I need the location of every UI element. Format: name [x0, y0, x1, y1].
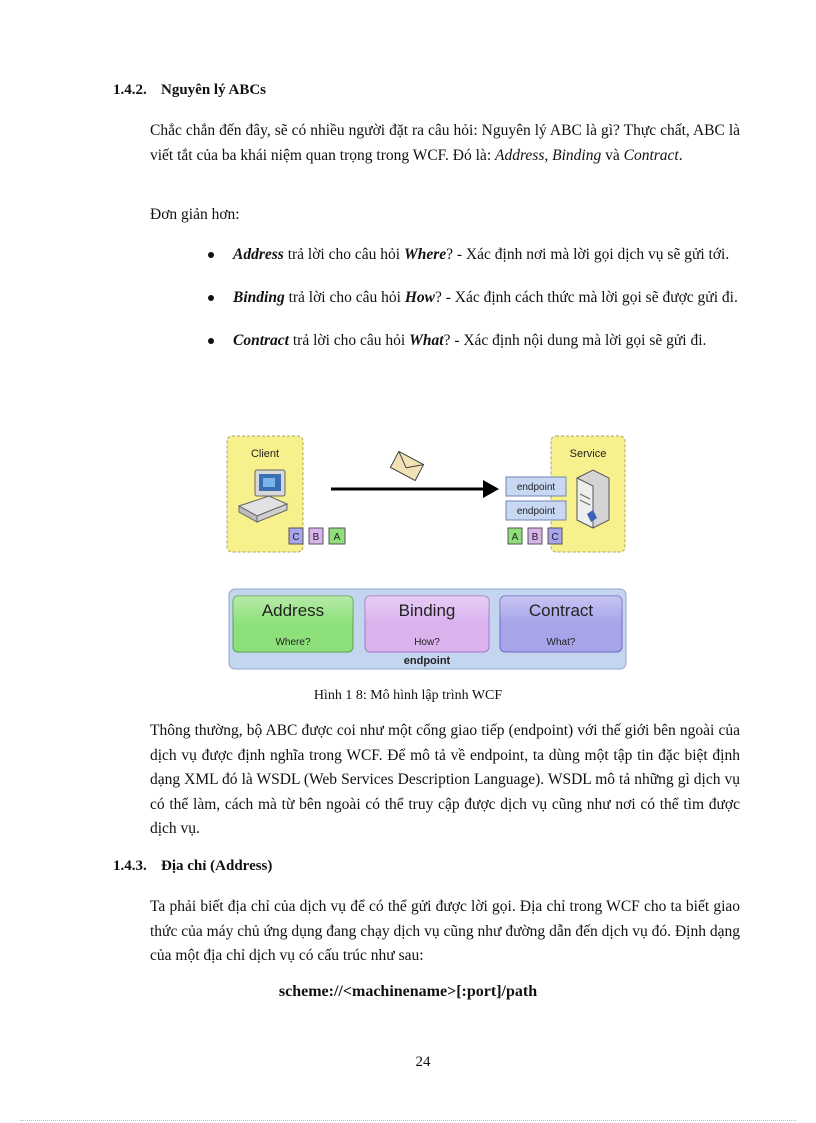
section-heading-1-4-2	[113, 82, 266, 99]
contract-box-title: Contract	[528, 601, 594, 620]
message-arrow-head	[483, 480, 499, 498]
intro-term-binding: Binding	[552, 146, 602, 164]
section-heading-1-4-3	[113, 858, 272, 875]
address-paragraph: Ta phải biết địa chỉ của dịch vụ để có thể gửi được lời gọi. Địa chỉ trong WCF cho ta biết giao thức của máy chủ ứng dụng đang chạy dịch vụ cũng như đường dẫn đến dịch vụ đó. Định dạng của một địa chỉ dịch vụ có cấu trúc như sau:	[150, 898, 740, 964]
binding-box-sub: How?	[414, 637, 440, 648]
endpoint-label: endpoint	[403, 655, 451, 667]
intro-term-address: Address	[495, 146, 545, 164]
svg-text:endpoint: endpoint	[516, 482, 556, 493]
svg-text:A: A	[511, 532, 519, 543]
section-number: 1.4.2.	[113, 82, 147, 98]
svg-text:A: A	[333, 532, 341, 543]
figure-caption: Hình 1 8: Mô hình lập trình WCF	[313, 688, 503, 703]
simpler-line: Đơn giản hơn:	[150, 206, 240, 223]
client-tags	[289, 528, 345, 544]
footer-divider	[20, 1120, 796, 1121]
svg-text:C: C	[551, 532, 559, 543]
intro-term-contract: Contract	[623, 146, 679, 164]
section-title: Địa chỉ (Address)	[161, 858, 273, 874]
section-number: 1.4.3.	[113, 858, 147, 874]
bullet-dot-icon	[208, 338, 214, 344]
bullet-dot-icon	[208, 252, 214, 258]
abc-bullet-list	[208, 244, 741, 373]
address-box-sub: Where?	[275, 637, 311, 648]
section-title: Nguyên lý ABCs	[161, 82, 267, 98]
server-icon	[577, 470, 609, 528]
binding-box-title: Binding	[398, 601, 456, 620]
service-tags	[508, 528, 562, 544]
bullet-binding: Binding trả lời cho câu hỏi How? - Xác định cách thức mà lời gọi sẽ được gửi đi.	[208, 287, 741, 309]
page-number: 24	[415, 1054, 431, 1070]
intro-text: Chắc chắn đến đây, sẽ có nhiều người đặt ra câu hỏi: Nguyên lý ABC là gì? Thực chất, ABC là viết tắt của ba khái niệm quan trọng trong WCF. Đó là:	[150, 122, 740, 164]
endpoint-paragraph: Thông thường, bộ ABC được coi như một cổng giao tiếp (endpoint) với thế giới bên ngoài của dịch vụ được định nghĩa trong WCF. Để mô tả về endpoint, ta dùng một tập tin đặc biệt định dạng XML đó là WSDL (Web Services Description Language). WSDL mô tả những gì dịch vụ có thể làm, cách mà từ bên ngoài có thể truy cập được dịch vụ cũng như nơi có thể tìm được dịch vụ.	[150, 722, 740, 837]
svg-text:C: C	[292, 532, 300, 543]
envelope-icon	[390, 451, 423, 480]
svg-text:endpoint: endpoint	[516, 506, 556, 517]
client-label: Client	[250, 448, 280, 460]
address-box-title: Address	[261, 601, 325, 620]
abc-intro-paragraph: Chắc chắn đến đây, sẽ có nhiều người đặt ra câu hỏi: Nguyên lý ABC là gì? Thực chất, ABC là viết tắt của ba khái niệm quan trọng trong WCF. Đó là: Address, Binding và Contract.	[150, 122, 740, 164]
wcf-abc-diagram	[225, 432, 630, 672]
service-label: Service	[569, 448, 607, 460]
svg-text:B: B	[531, 532, 539, 543]
bullet-dot-icon	[208, 295, 214, 301]
bullet-contract: Contract trả lời cho câu hỏi What? - Xác định nội dung mà lời gọi sẽ gửi đi.	[208, 330, 741, 352]
contract-box-sub: What?	[546, 637, 576, 648]
svg-text:B: B	[312, 532, 320, 543]
address-format-line: scheme://<machinename>[:port]/path	[278, 983, 538, 1000]
bullet-address: Address trả lời cho câu hỏi Where? - Xác định nơi mà lời gọi dịch vụ sẽ gửi tới.	[208, 244, 741, 266]
